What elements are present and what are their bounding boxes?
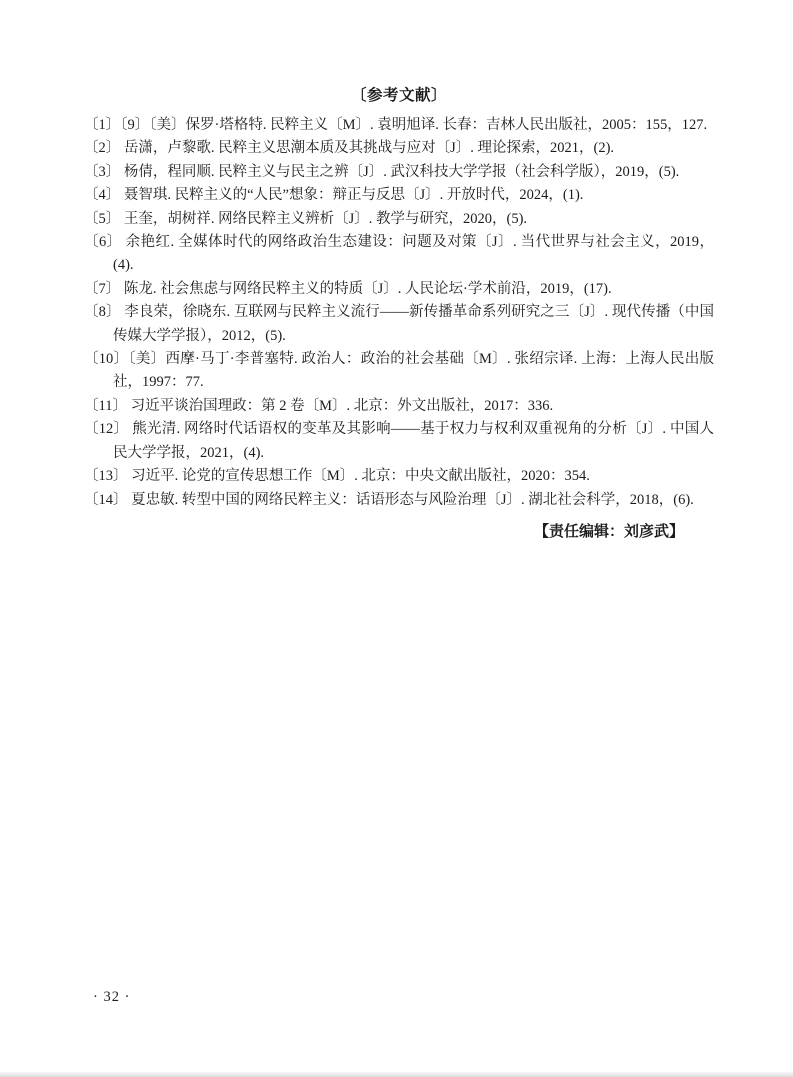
reference-entry-1: 〔1〕〔9〕〔美〕保罗·塔格特. 民粹主义〔M〕. 袁明旭译. 长春：吉林人民出版社，2005：155，127. <box>84 117 708 133</box>
reference-entry-13: 〔13〕 习近平. 论党的宣传思想工作〔M〕. 北京：中央文献出版社，2020：354. <box>84 468 590 485</box>
reference-entry-4: 〔4〕 聂智琪. 民粹主义的“人民”想象：辩正与反思〔J〕. 开放时代，2024，(1). <box>84 187 584 204</box>
reference-entry-12: 〔12〕 熊光清. 网络时代话语权的变革及其影响——基于权力与权利双重视角的分析〔J〕. 中国人民大学学报，2021，(4). <box>84 421 714 461</box>
reference-list <box>84 114 714 512</box>
reference-entry-14: 〔14〕 夏忠敏. 转型中国的网络民粹主义：话语形态与风险治理〔J〕. 湖北社会科学，2018，(6). <box>84 491 694 508</box>
reference-entry-8: 〔8〕 李良荣，徐晓东. 互联网与民粹主义流行——新传播革命系列研究之三〔J〕. 现代传播（中国传媒大学学报），2012，(5). <box>84 304 714 344</box>
editor-note: 【责任编辑：刘彦武】 <box>533 522 684 540</box>
reference-entry-10: 〔10〕〔美〕西摩·马丁·李普塞特. 政治人：政治的社会基础〔M〕. 张绍宗译. 上海：上海人民出版社，1997：77. <box>84 351 714 391</box>
reference-entry-11: 〔11〕 习近平谈治国理政：第 2 卷〔M〕. 北京：外文出版社，2017：336. <box>84 397 554 414</box>
references-section <box>84 84 714 543</box>
page-number: · 32 · <box>93 989 131 1005</box>
reference-entry-5: 〔5〕 王奎，胡树祥. 网络民粹主义辨析〔J〕. 教学与研究，2020，(5). <box>84 210 528 227</box>
reference-entry-6: 〔6〕 余艳红. 全媒体时代的网络政治生态建设：问题及对策〔J〕. 当代世界与社会主义，2019，(4). <box>84 234 714 274</box>
scan-edge-shadow <box>0 1072 793 1077</box>
reference-entry-2: 〔2〕 岳潇，卢黎歌. 民粹主义思潮本质及其挑战与应对〔J〕. 理论探索，2021，(2). <box>84 140 615 157</box>
reference-entry-3: 〔3〕 杨倩，程同顺. 民粹主义与民主之辨〔J〕. 武汉科技大学学报（社会科学版），2019，(5). <box>84 163 680 180</box>
references-section-title: 〔参考文献〕 <box>350 87 447 104</box>
reference-entry-7: 〔7〕 陈龙. 社会焦虑与网络民粹主义的特质〔J〕. 人民论坛·学术前沿，2019，(17). <box>84 280 612 297</box>
